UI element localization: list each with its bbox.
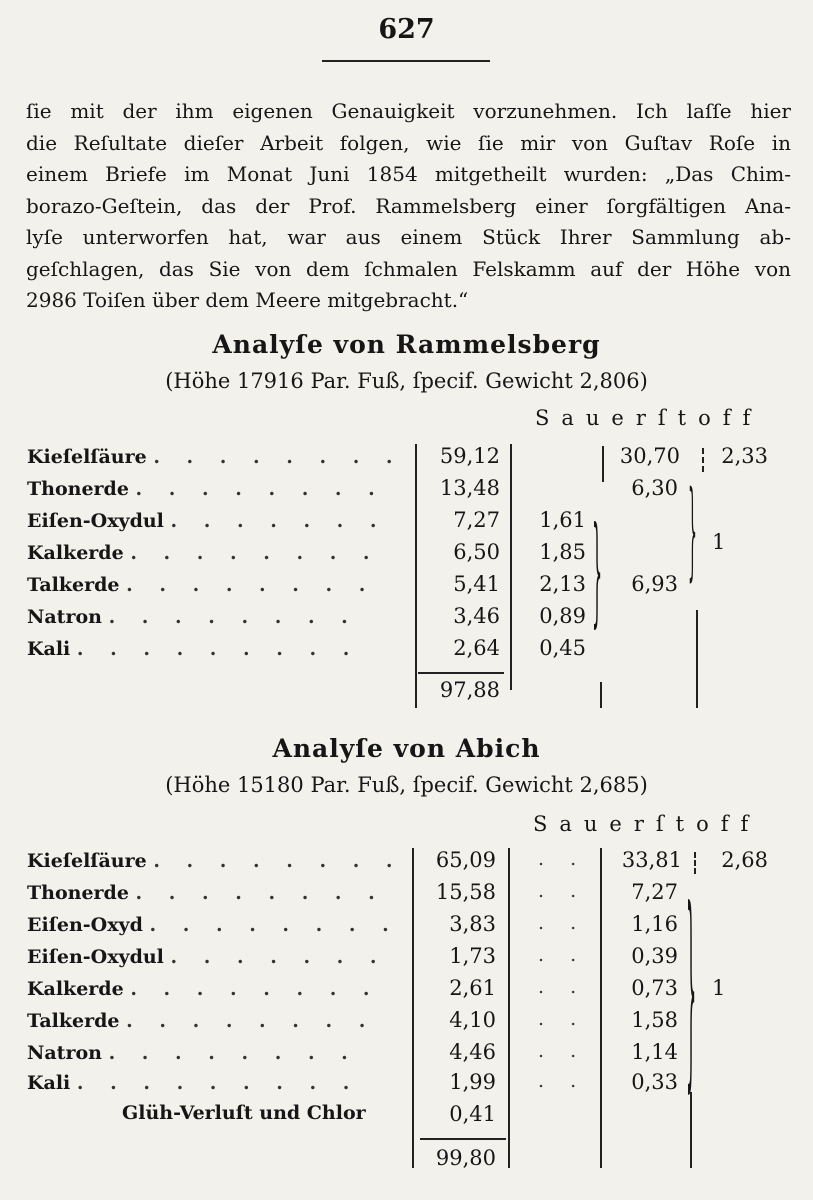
leader-dots: . . . . . . . . . <box>76 638 360 660</box>
component-name: Thonerde <box>27 478 129 500</box>
table-row-label <box>27 542 380 564</box>
table-cell-value: 7,27 <box>453 508 500 532</box>
column-rule <box>508 848 510 1168</box>
table-row-label <box>27 946 387 968</box>
column-rule <box>412 848 414 1168</box>
table-cell-value: 5,41 <box>453 572 500 596</box>
table-row-label <box>27 1010 375 1032</box>
component-name: Kieſelſäure <box>27 850 147 872</box>
leader-dots: . . . . . . . . <box>130 542 380 564</box>
table-cell-oxygen: 1,61 <box>539 508 586 532</box>
table-cell-value: 2,61 <box>449 976 496 1000</box>
table-cell-value: 1,73 <box>449 944 496 968</box>
component-name: Thonerde <box>27 882 129 904</box>
leader-dots: . . . . . . . . <box>153 446 403 468</box>
leader-dots: . . . . . . . . <box>130 978 380 1000</box>
leader-dots: . . . . . . . . . <box>76 1072 360 1094</box>
leader-dots: . . <box>538 880 587 902</box>
table-row-label <box>27 574 375 596</box>
leader-dots: . . . . . . . <box>170 510 387 532</box>
table-cell-value: 0,41 <box>449 1102 496 1126</box>
table-cell-oxygen: 0,73 <box>631 976 678 1000</box>
table-cell-value: 59,12 <box>439 444 500 468</box>
paragraph-line: 2986 Toiſen über dem Meere mitgebracht.“ <box>26 288 469 312</box>
table-row-label <box>27 606 358 628</box>
table-cell-oxygen-sum: 6,93 <box>631 572 678 596</box>
paragraph-line: einem Briefe im Monat Juni 1854 mitgetheilt wurden: „Das Chim- <box>26 162 791 186</box>
analysis-subtitle-rammelsberg: (Höhe 17916 Par. Fuß, ſpecif. Gewicht 2,806) <box>165 369 648 393</box>
table-cell-ratio: 1 <box>712 976 726 1000</box>
table-cell-value: 15,58 <box>435 880 496 904</box>
leader-dots: . . . . . . . . <box>126 1010 376 1032</box>
table-cell-oxygen: 30,70 <box>619 444 680 468</box>
table-cell-oxygen: 6,30 <box>631 476 678 500</box>
column-rule <box>510 444 512 690</box>
component-name: Kali <box>27 1072 71 1094</box>
table-cell-value: 13,48 <box>439 476 500 500</box>
table-row-label <box>27 1042 358 1064</box>
paragraph-line: geſchlagen, das Sie von dem ſchmalen Felskamm auf der Höhe von <box>26 256 791 281</box>
table-cell-value: 2,64 <box>453 636 500 660</box>
table-cell-ratio: 2,33 <box>721 444 768 468</box>
component-name: Natron <box>27 1042 102 1064</box>
leader-dots: . . <box>538 1070 587 1092</box>
table-cell-value: 1,99 <box>449 1070 496 1094</box>
component-name: Eiſen-Oxyd <box>27 914 143 936</box>
table-cell-oxygen: 1,14 <box>631 1040 678 1064</box>
brace-ratio: } <box>686 858 697 1114</box>
sauerstoff-header: Sauerſtoff <box>535 406 763 430</box>
paragraph-line: borazo-Geſtein, das der Prof. Rammelsberg einer ſorgfältigen Ana- <box>26 193 791 218</box>
table-row-label <box>27 882 385 904</box>
table-row-label <box>27 510 387 532</box>
leader-dots: . . <box>538 1040 587 1062</box>
component-name: Natron <box>27 606 102 628</box>
analysis-heading-abich: Analyſe von Abich <box>272 734 541 763</box>
header-rule <box>322 60 490 62</box>
table-row-label <box>27 978 380 1000</box>
leader-dots: . . . . . . . . <box>149 914 399 936</box>
table-total: 97,88 <box>439 678 500 702</box>
leader-dots: . . . . . . . . <box>108 606 358 628</box>
intro-paragraph <box>26 96 791 317</box>
table-cell-value: 65,09 <box>435 848 496 872</box>
analysis-heading-rammelsberg: Analyſe von Rammelsberg <box>212 330 601 359</box>
leader-dots: . . <box>538 1008 587 1030</box>
table-row-label <box>27 850 403 872</box>
column-rule <box>600 848 602 1168</box>
table-cell-oxygen: 1,85 <box>539 540 586 564</box>
leader-dots: . . . . . . . . <box>135 478 385 500</box>
component-name: Talkerde <box>27 574 120 596</box>
component-name: Kali <box>27 638 71 660</box>
table-cell-value: 4,10 <box>449 1008 496 1032</box>
leader-dots: . . . . . . . . <box>108 1042 358 1064</box>
table-cell-oxygen: 7,27 <box>631 880 678 904</box>
component-name: Eiſen-Oxydul <box>27 946 164 968</box>
column-rule <box>696 610 698 708</box>
leader-dots: . . <box>538 944 587 966</box>
sum-rule <box>420 1138 506 1140</box>
leader-dots: . . . . . . . <box>170 946 387 968</box>
column-rule <box>600 682 602 708</box>
table-cell-oxygen: 2,13 <box>539 572 586 596</box>
brace-base-oxygen: } <box>592 498 603 640</box>
table-row-label <box>27 446 403 468</box>
paragraph-line: ſie mit der ihm eigenen Genauigkeit vorzunehmen. Ich laſſe hier <box>26 99 791 123</box>
table-total: 99,80 <box>435 1146 496 1170</box>
analysis-subtitle-abich: (Höhe 15180 Par. Fuß, ſpecif. Gewicht 2,685) <box>165 773 648 797</box>
table-row-label <box>27 914 399 936</box>
component-name: Kalkerde <box>27 542 124 564</box>
table-row-label <box>27 478 385 500</box>
loss-label: Glüh-Verluſt und Chlor <box>122 1102 366 1124</box>
paragraph-line: die Reſultate dieſer Arbeit folgen, wie ſie mir von Guſtav Roſe in <box>26 130 791 155</box>
leader-dots: . . <box>538 976 587 998</box>
brace-ratio: } <box>688 465 697 593</box>
table-cell-value: 6,50 <box>453 540 500 564</box>
component-name: Kieſelſäure <box>27 446 147 468</box>
table-cell-value: 3,46 <box>453 604 500 628</box>
table-cell-oxygen: 0,33 <box>631 1070 678 1094</box>
table-row-label <box>27 638 359 660</box>
component-name: Talkerde <box>27 1010 120 1032</box>
sauerstoff-header: Sauerſtoff <box>533 812 761 836</box>
table-cell-oxygen: 0,39 <box>631 944 678 968</box>
paragraph-line: lyſe unterworfen hat, war aus einem Stück Ihrer Sammlung ab- <box>26 225 791 249</box>
column-rule <box>702 448 704 472</box>
leader-dots: . . <box>538 912 587 934</box>
table-cell-oxygen: 33,81 <box>621 848 682 872</box>
column-rule <box>415 444 417 708</box>
component-name: Eiſen-Oxydul <box>27 510 164 532</box>
table-cell-value: 4,46 <box>449 1040 496 1064</box>
table-cell-oxygen: 0,89 <box>539 604 586 628</box>
leader-dots: . . <box>538 848 587 870</box>
table-cell-ratio: 2,68 <box>721 848 768 872</box>
table-cell-oxygen: 0,45 <box>539 636 586 660</box>
leader-dots: . . . . . . . . <box>153 850 403 872</box>
table-cell-oxygen: 1,16 <box>631 912 678 936</box>
column-rule <box>602 446 604 482</box>
page-number: 627 <box>378 14 435 45</box>
sum-rule <box>418 672 504 674</box>
table-cell-oxygen: 1,58 <box>631 1008 678 1032</box>
leader-dots: . . . . . . . . <box>135 882 385 904</box>
table-cell-ratio: 1 <box>712 530 726 554</box>
table-row-label <box>27 1072 359 1094</box>
leader-dots: . . . . . . . . <box>126 574 376 596</box>
table-cell-value: 3,83 <box>449 912 496 936</box>
component-name: Kalkerde <box>27 978 124 1000</box>
